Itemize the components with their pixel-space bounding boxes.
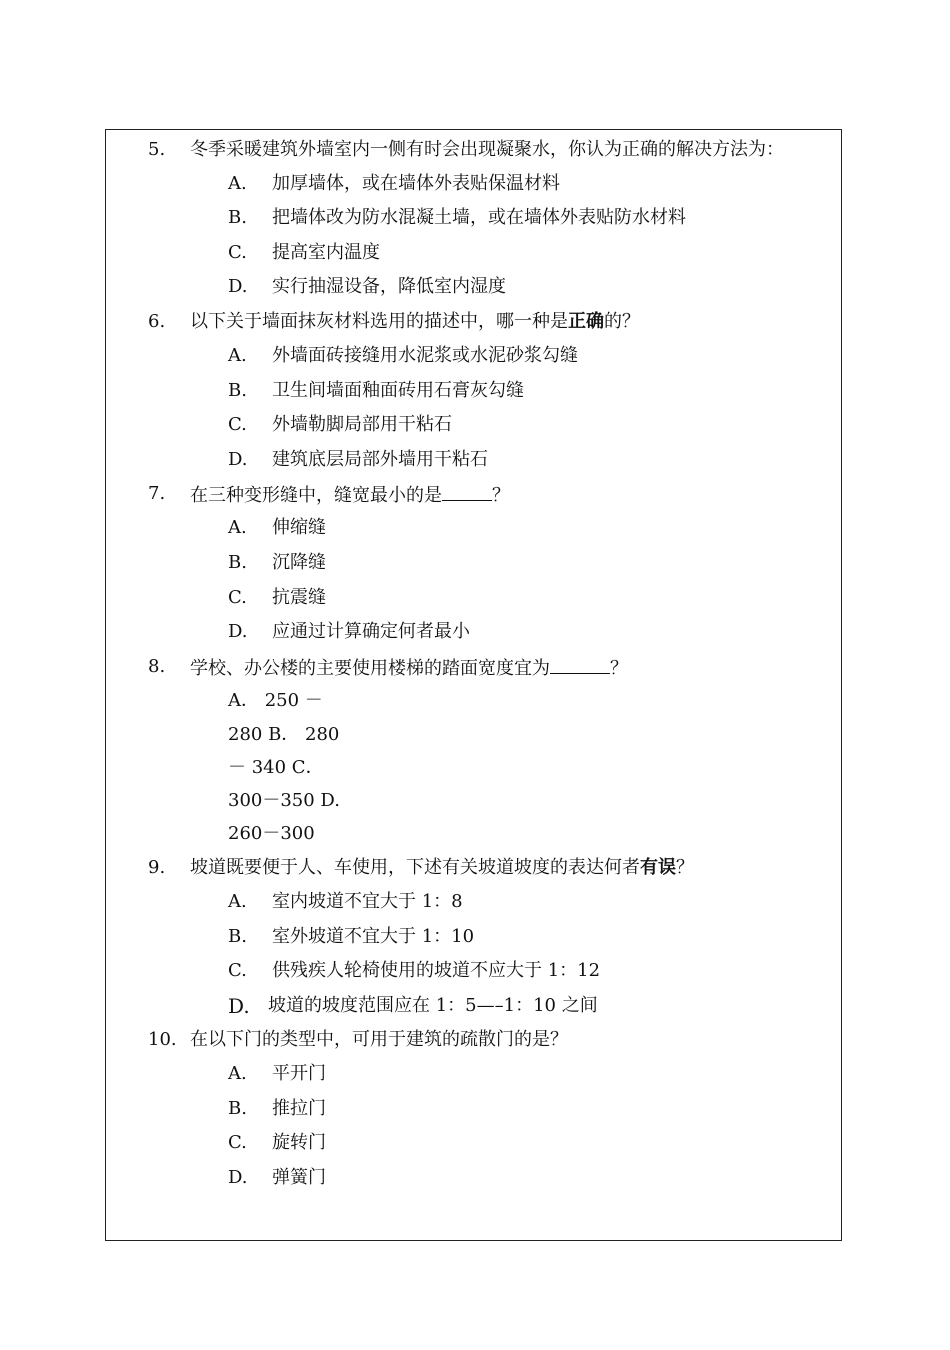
option-letter: A. <box>228 891 247 912</box>
question-text: 在以下门的类型中，可用于建筑的疏散门的是？ <box>190 1029 568 1050</box>
option-text: 旋转门 <box>272 1132 326 1153</box>
option-letter: C. <box>228 587 247 608</box>
option-letter: D. <box>228 449 248 470</box>
option-line: － 340 C． <box>228 757 324 778</box>
option-line: A． 250 － <box>228 690 323 711</box>
emphasis-text: 有误 <box>640 857 676 878</box>
option-text: 应通过计算确定何者最小 <box>272 621 470 642</box>
option-text: 实行抽湿设备，降低室内湿度 <box>272 276 506 297</box>
option-text: 卫生间墙面釉面砖用石膏灰勾缝 <box>272 380 524 401</box>
answer-blank <box>442 482 492 501</box>
option-text: 供残疾人轮椅使用的坡道不应大于 1：12 <box>272 960 601 981</box>
option-text: 坡道的坡度范围应在 1：5—–1：10 之间 <box>268 995 598 1016</box>
option-line: 260－300 <box>228 823 315 844</box>
option-text: 室内坡道不宜大于 1：8 <box>272 891 463 912</box>
option-text: 伸缩缝 <box>272 517 326 538</box>
option-text: 提高室内温度 <box>272 242 380 263</box>
question-number: 5. <box>148 139 166 160</box>
option-letter: D. <box>228 621 248 642</box>
option-letter: B. <box>228 380 247 401</box>
question-number: 10. <box>148 1029 177 1050</box>
option-text: 抗震缝 <box>272 587 326 608</box>
option-letter: B. <box>228 926 247 947</box>
option-letter: D. <box>228 1167 248 1188</box>
option-text: 把墙体改为防水混凝土墙，或在墙体外表贴防水材料 <box>272 207 686 228</box>
question-text: 坡道既要便于人、车使用，下述有关坡道坡度的表达何者有误？ <box>190 857 694 878</box>
option-text: 平开门 <box>272 1063 326 1084</box>
option-letter: B. <box>228 207 247 228</box>
option-line: 300－350 D. <box>228 790 340 811</box>
option-letter: D. <box>228 276 248 297</box>
option-letter: C. <box>228 1132 247 1153</box>
option-letter: B. <box>228 1098 247 1119</box>
option-letter: C. <box>228 242 247 263</box>
option-letter: D. <box>228 994 250 1018</box>
question-number: 7. <box>148 483 166 504</box>
question-text: 以下关于墙面抹灰材料选用的描述中，哪一种是正确的？ <box>190 311 640 332</box>
option-text: 沉降缝 <box>272 552 326 573</box>
question-text: 冬季采暖建筑外墙室内一侧有时会出现凝聚水，你认为正确的解决方法为： <box>190 139 784 160</box>
option-text: 推拉门 <box>272 1098 326 1119</box>
option-letter: A. <box>228 1063 247 1084</box>
answer-blank <box>550 655 610 674</box>
option-text: 外墙面砖接缝用水泥浆或水泥砂浆勾缝 <box>272 345 578 366</box>
question-text: 在三种变形缝中，缝宽最小的是 ？ <box>190 482 510 508</box>
option-letter: A. <box>228 173 247 194</box>
question-text: 学校、办公楼的主要使用楼梯的踏面宽度宜为 ？ <box>190 655 628 681</box>
option-text: 建筑底层局部外墙用干粘石 <box>272 449 488 470</box>
question-number: 9. <box>148 857 166 878</box>
option-letter: A. <box>228 517 247 538</box>
option-text: 弹簧门 <box>272 1167 326 1188</box>
option-text: 加厚墙体，或在墙体外表贴保温材料 <box>272 173 560 194</box>
question-number: 6. <box>148 311 166 332</box>
option-letter: C. <box>228 960 247 981</box>
question-number: 8. <box>148 656 166 677</box>
option-letter: B. <box>228 552 247 573</box>
option-text: 室外坡道不宜大于 1：10 <box>272 926 475 947</box>
option-letter: A. <box>228 345 247 366</box>
option-letter: C. <box>228 414 247 435</box>
option-text: 外墙勒脚局部用干粘石 <box>272 414 452 435</box>
emphasis-text: 正确 <box>568 311 604 332</box>
option-line: 280 B． 280 <box>228 724 340 745</box>
